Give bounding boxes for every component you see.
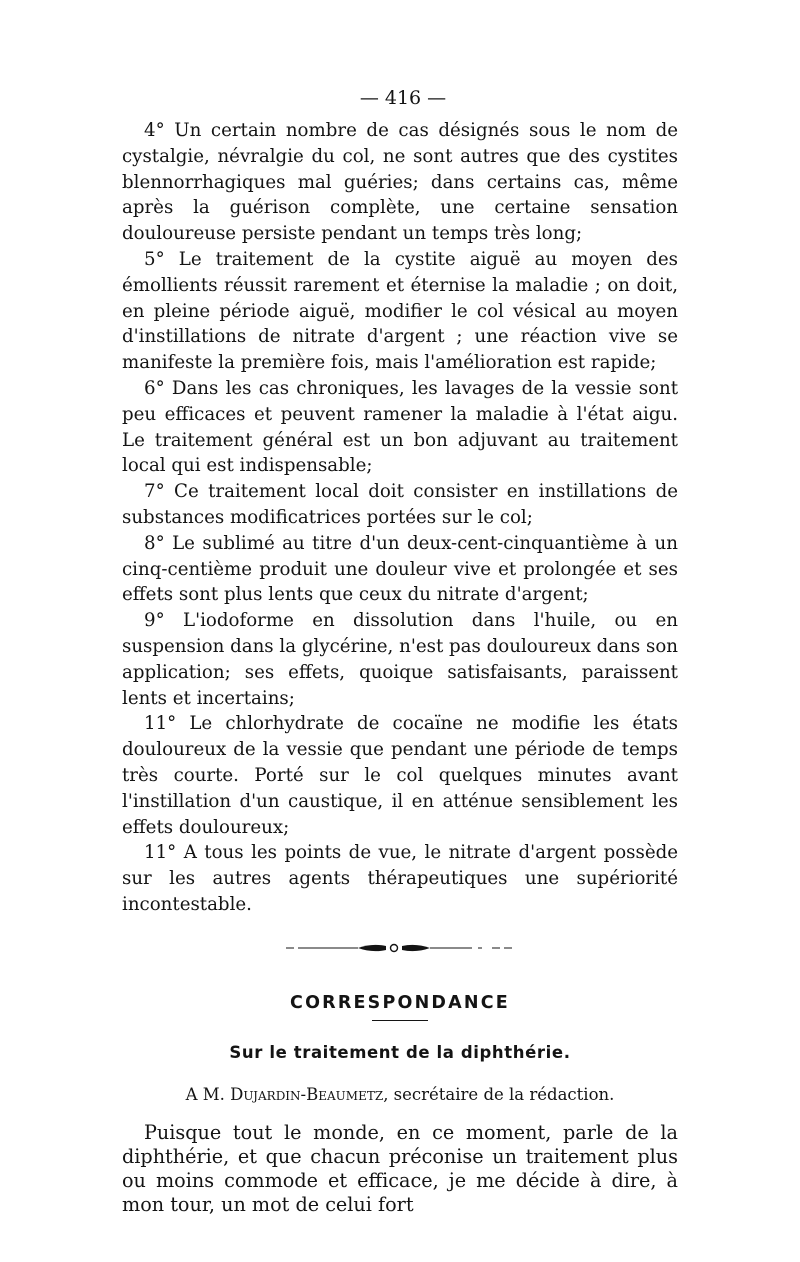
list-item: 8° Le sublimé au titre d'un deux-cent-cinquantième à un cinq-centième produit une douleur vive et prolongée et ses effets sont plus lents que ceux du nitrate d'argent; xyxy=(122,532,678,606)
article-subtitle: Sur le traitement de la diphthérie. xyxy=(229,1042,571,1062)
list-item: 9° L'iodoforme en dissolution dans l'huile, ou en suspension dans la glycérine, n'est pas douloureux dans son application; ses effets, quoique satisfaisants, paraissent lents et incertains; xyxy=(122,610,678,709)
address-prefix: A M. xyxy=(185,1084,225,1104)
list-item: 6° Dans les cas chroniques, les lavages de la vessie sont peu efficaces et peuvent ramener la maladie à l'état aigu. Le traitement général est un bon adjuvant au traitement local qui est indispensable; xyxy=(122,377,678,477)
letter-paragraph: Puisque tout le monde, en ce moment, parle de la diphthérie, et que chacun préconise un traitement plus ou moins commode et efficace, je me décide à dire, à mon tour, un mot de celui fort xyxy=(122,1120,678,1216)
address-name: Dujardin-Beaumetz xyxy=(230,1084,384,1104)
section-divider-ornament xyxy=(122,936,678,964)
list-item: 7° Ce traitement local doit consister en instillations de substances modificatrices portées sur le col; xyxy=(122,481,678,528)
section-title: CORRESPONDANCE xyxy=(290,992,510,1013)
title-underline xyxy=(372,1020,428,1021)
page xyxy=(122,84,678,1217)
list-item: 11° A tous les points de vue, le nitrate d'argent possède sur les autres agents thérapeutiques une supériorité incontestable. xyxy=(122,842,678,915)
list-item: 11° Le chlorhydrate de cocaïne ne modifie les états douloureux de la vessie que pendant une période de temps très courte. Porté sur le col quelques minutes avant l'instillation d'un caustique, il en atténue sensiblement les effets douloureux; xyxy=(122,713,678,838)
address-suffix: , secrétaire de la rédaction. xyxy=(383,1084,615,1104)
address-line xyxy=(122,1083,678,1107)
list-item: 5° Le traitement de la cystite aiguë au moyen des émollients réussit rarement et éternise la maladie ; on doit, en pleine période aiguë, modifier le col vésical au moyen d'instillations de nitrate d'argent ; une réaction vive se manifeste la première fois, mais l'amélioration est rapide; xyxy=(122,248,678,374)
page-number: — 416 — xyxy=(359,87,447,109)
ornament-icon xyxy=(286,942,516,954)
list-item: 4° Un certain nombre de cas désignés sous le nom de cystalgie, névralgie du col, ne sont autres que des cystites blennorrhagiques mal guéries; dans certains cas, même après la guérison complète, une certaine sensation douloureuse persiste pendant un temps très long; xyxy=(122,120,678,245)
